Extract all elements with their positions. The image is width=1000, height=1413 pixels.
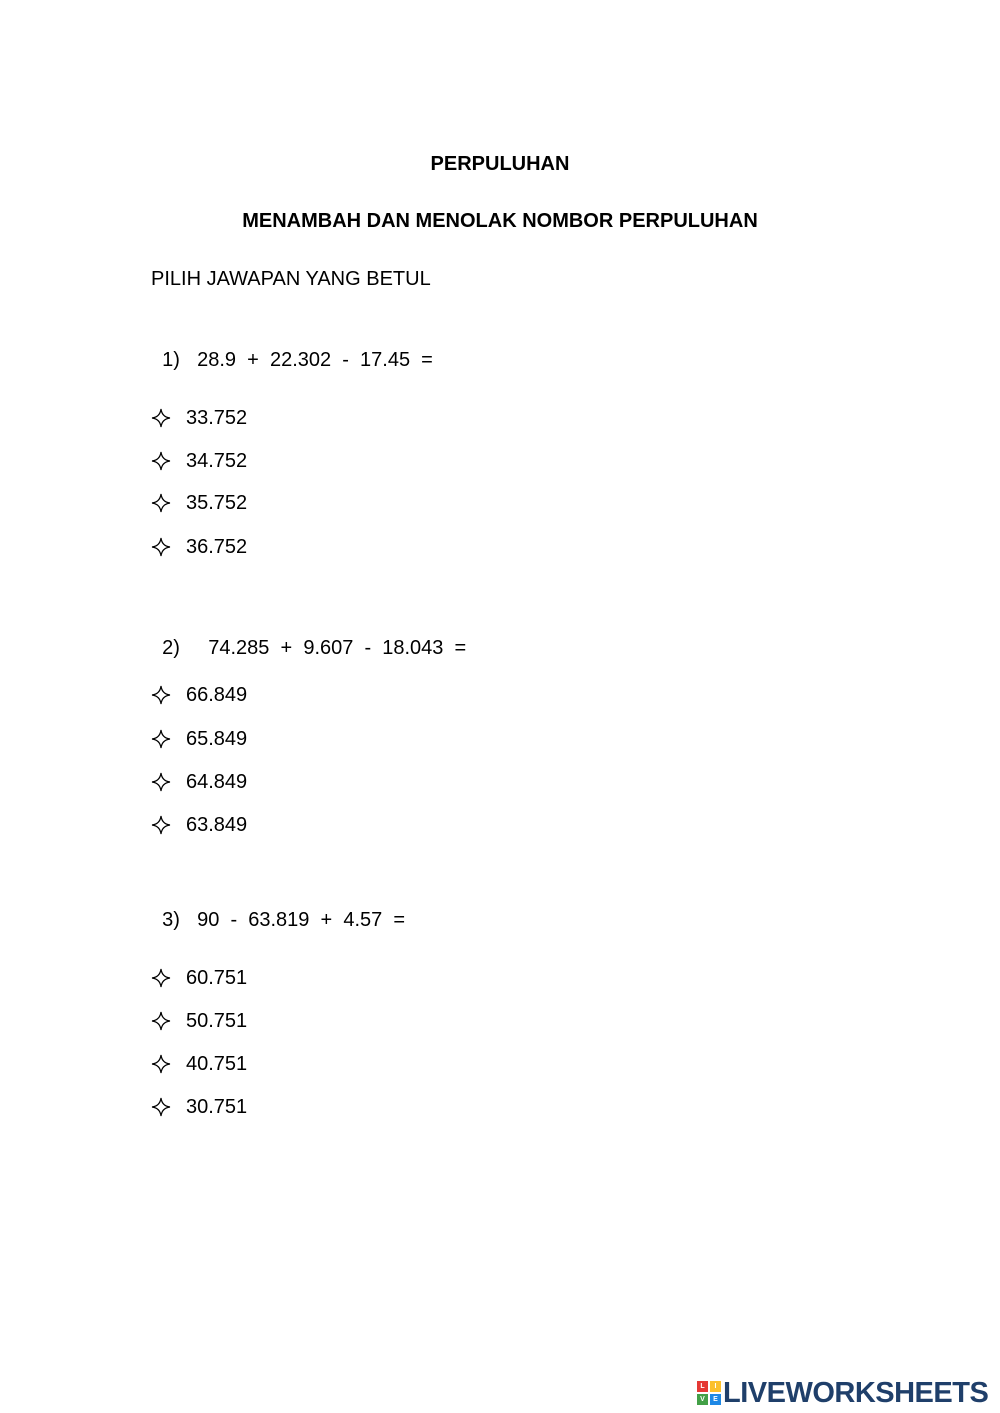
question-number: 1) (162, 349, 180, 371)
four-point-star-icon (151, 537, 171, 557)
logo-block: V (697, 1394, 708, 1405)
answer-option[interactable] (151, 770, 247, 794)
four-point-star-icon (151, 1054, 171, 1074)
option-value: 64.849 (186, 771, 248, 793)
question-number: 3) (162, 909, 180, 931)
logo-block: I (710, 1381, 721, 1392)
four-point-star-icon (151, 968, 171, 988)
page-title: PERPULUHAN (430, 153, 570, 175)
option-value: 50.751 (186, 1010, 248, 1032)
logo-text: LIVEWORKSHEETS (723, 1376, 989, 1409)
answer-option[interactable] (151, 813, 247, 837)
question-number: 2) (162, 637, 180, 659)
four-point-star-icon (151, 815, 171, 835)
logo-blocks-icon (697, 1381, 721, 1405)
four-point-star-icon (151, 685, 171, 705)
option-value: 35.752 (186, 492, 248, 514)
option-value: 30.751 (186, 1096, 248, 1118)
answer-option[interactable] (151, 491, 247, 515)
option-value: 65.849 (186, 728, 248, 750)
question-expression: 28.9 + 22.302 - 17.45 = (197, 349, 433, 371)
answer-option[interactable] (151, 727, 247, 751)
option-value: 34.752 (186, 450, 248, 472)
answer-option[interactable] (151, 1095, 247, 1119)
answer-option[interactable] (151, 535, 247, 559)
logo-block: L (697, 1381, 708, 1392)
answer-option[interactable] (151, 406, 247, 430)
question-1 (151, 324, 433, 372)
four-point-star-icon (151, 1097, 171, 1117)
answer-option[interactable] (151, 966, 247, 990)
four-point-star-icon (151, 408, 171, 428)
four-point-star-icon (151, 729, 171, 749)
page-subtitle: MENAMBAH DAN MENOLAK NOMBOR PERPULUHAN (242, 210, 758, 232)
question-expression: 74.285 + 9.607 - 18.043 = (197, 637, 467, 659)
logo-block: E (710, 1394, 721, 1405)
four-point-star-icon (151, 1011, 171, 1031)
instruction-text: PILIH JAWAPAN YANG BETUL (151, 268, 431, 290)
question-3 (151, 884, 405, 932)
option-value: 60.751 (186, 967, 248, 989)
option-value: 33.752 (186, 407, 248, 429)
answer-option[interactable] (151, 1009, 247, 1033)
option-value: 63.849 (186, 814, 248, 836)
liveworksheets-logo (697, 1378, 988, 1408)
answer-option[interactable] (151, 683, 247, 707)
option-value: 66.849 (186, 684, 248, 706)
four-point-star-icon (151, 493, 171, 513)
option-value: 40.751 (186, 1053, 248, 1075)
four-point-star-icon (151, 451, 171, 471)
question-expression: 90 - 63.819 + 4.57 = (197, 909, 406, 931)
option-value: 36.752 (186, 536, 248, 558)
answer-option[interactable] (151, 1052, 247, 1076)
question-2 (151, 612, 466, 660)
four-point-star-icon (151, 772, 171, 792)
answer-option[interactable] (151, 449, 247, 473)
